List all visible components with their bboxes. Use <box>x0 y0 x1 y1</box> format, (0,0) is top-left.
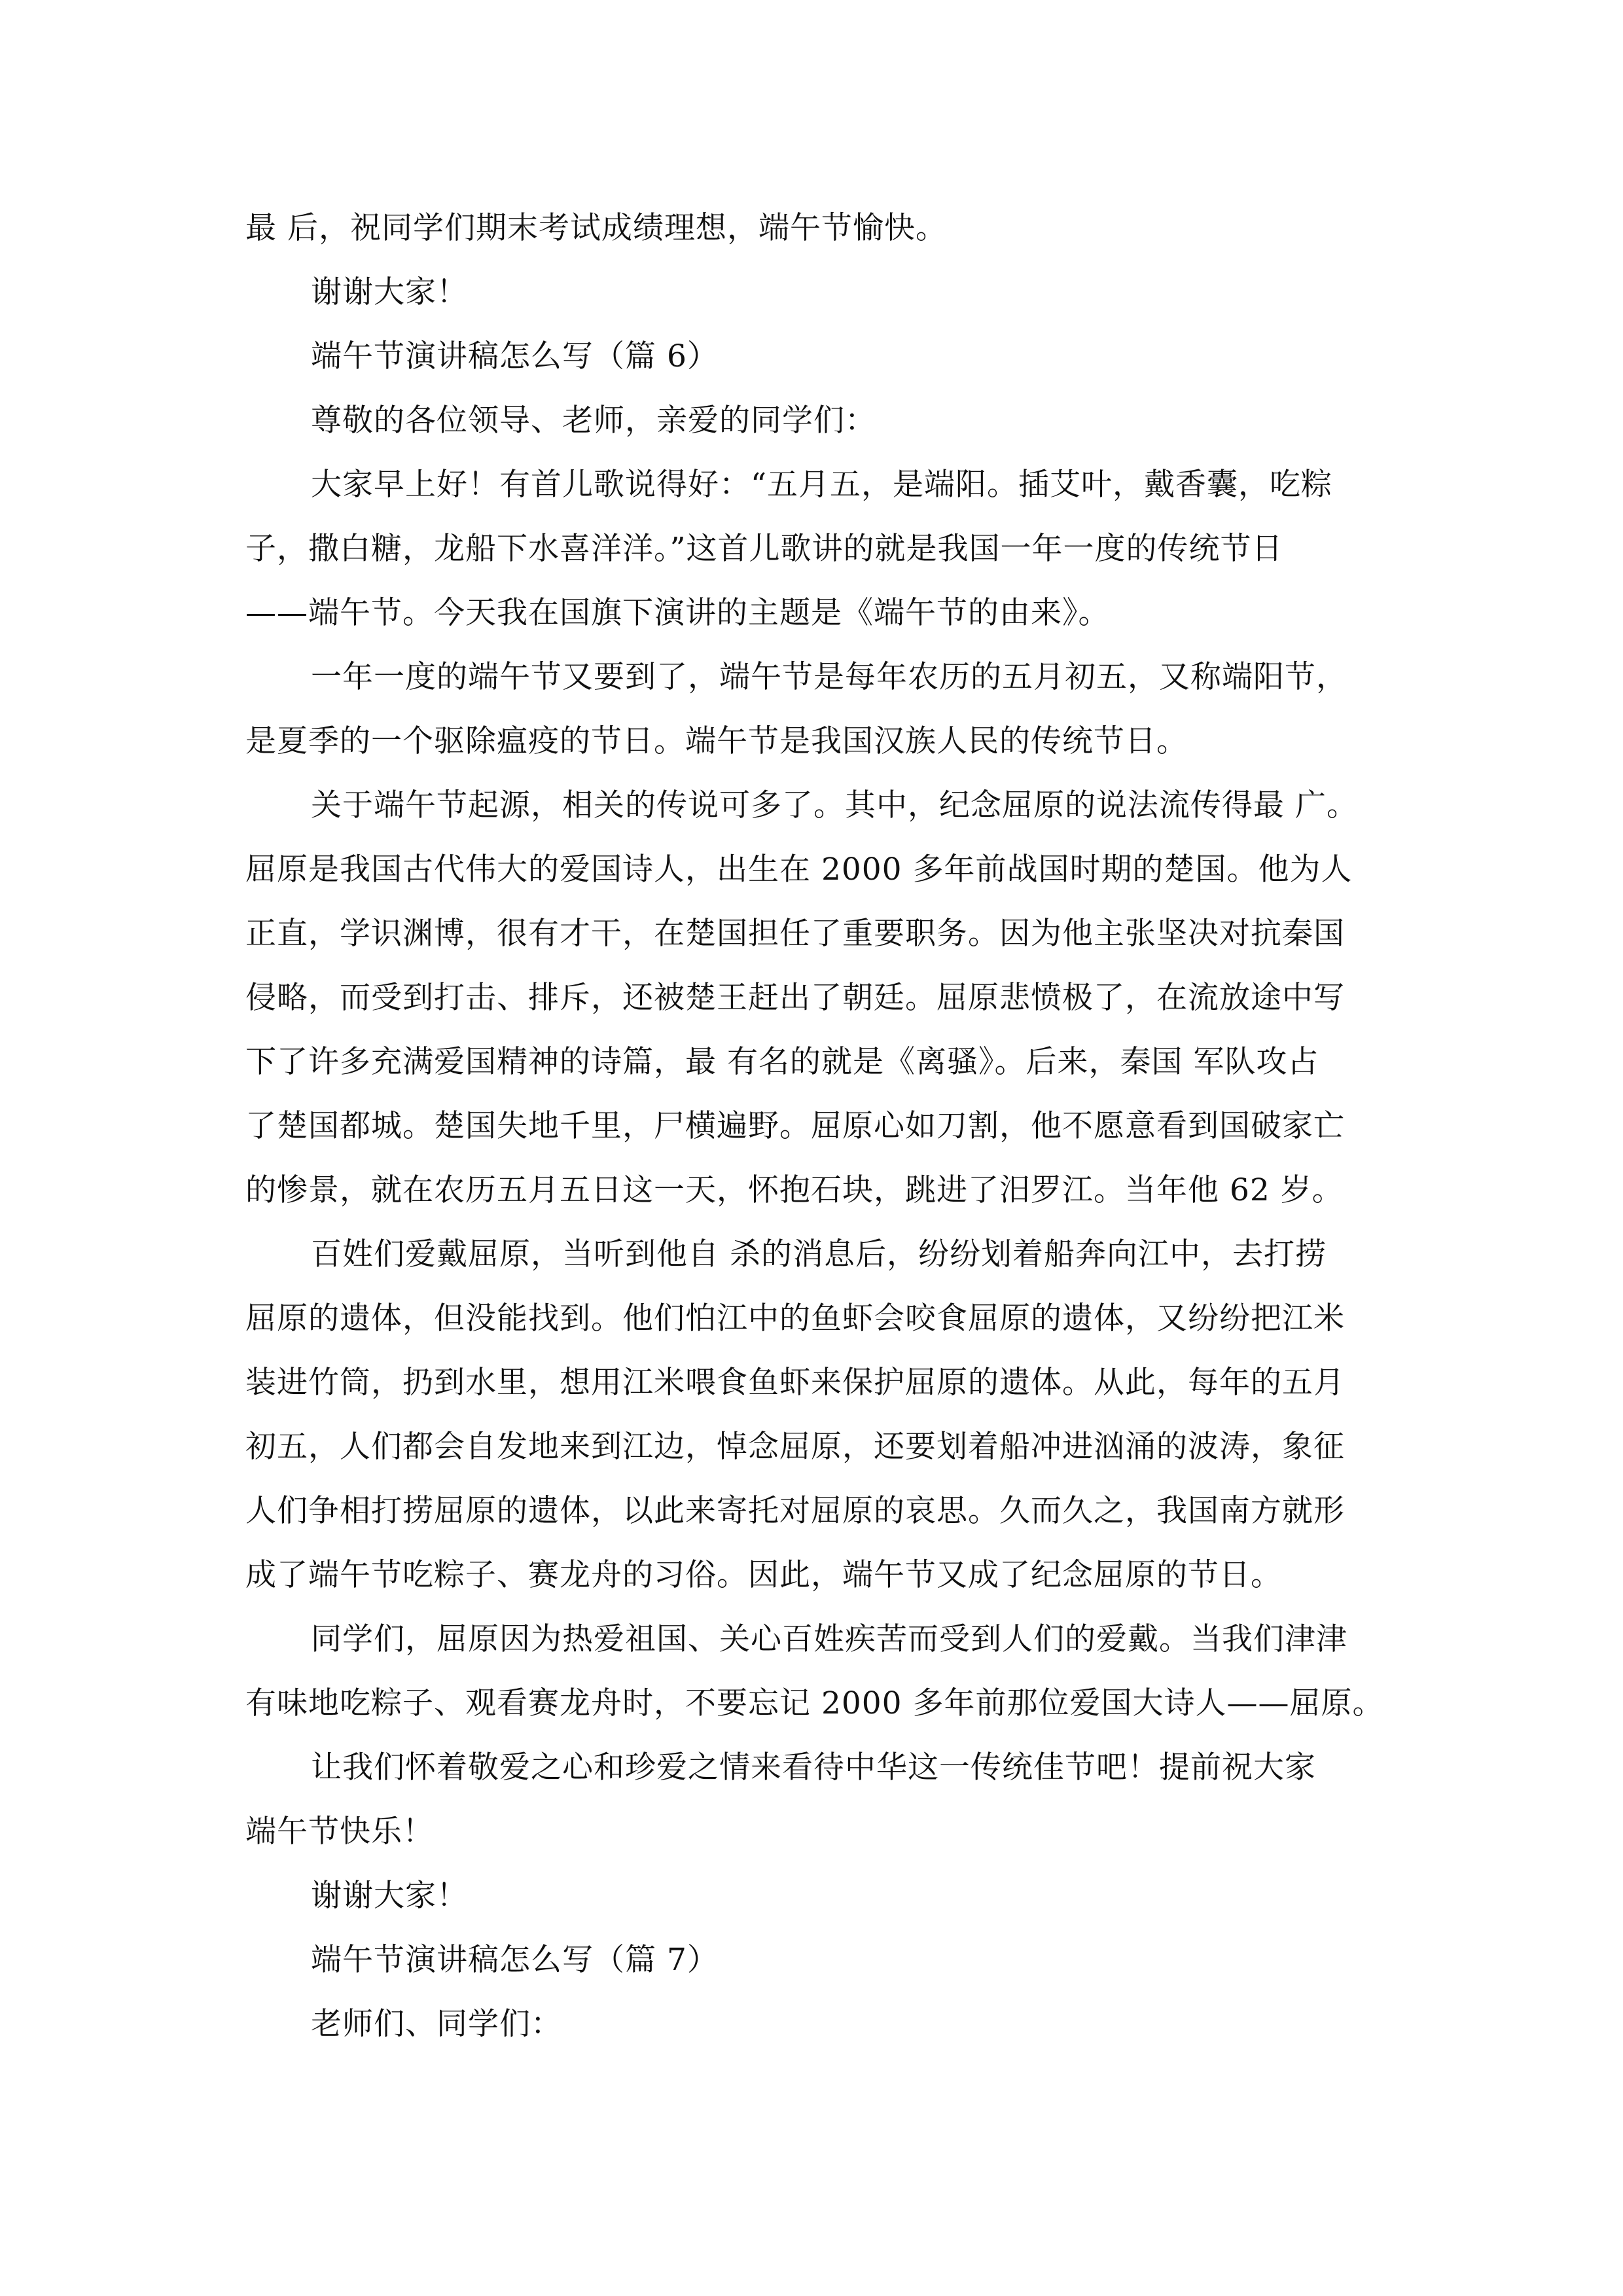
text-line: 同学们，屈原因为热爱祖国、关心百姓疾苦而受到人们的爱戴。当我们津津 <box>311 1621 1347 1657</box>
text-line: 最 后，祝同学们期末考试成绩理想，端午节愉快。 <box>245 210 947 246</box>
salutation-line: 尊敬的各位领导、老师，亲爱的同学们： <box>311 403 876 439</box>
text-line: 了楚国都城。楚国失地千里，尸横遍野。屈原心如刀割，他不愿意看到国破家亡 <box>245 1108 1345 1144</box>
text-line: 屈原的遗体，但没能找到。他们怕江中的鱼虾会咬食屈原的遗体，又纷纷把江米 <box>245 1300 1345 1336</box>
closing-line: 谢谢大家！ <box>311 1878 468 1914</box>
text-line: 百姓们爱戴屈原，当听到他自 杀的消息后，纷纷划着船奔向江中，去打捞 <box>311 1236 1327 1272</box>
text-line: 是夏季的一个驱除瘟疫的节日。端午节是我国汉族人民的传统节日。 <box>245 723 1188 759</box>
document-page <box>245 196 1397 2056</box>
text-line: 正直，学识渊博，很有才干，在楚国担任了重要职务。因为他主张坚决对抗秦国 <box>245 916 1345 952</box>
text-line: 的惨景，就在农历五月五日这一天，怀抱石块，跳进了汨罗江。当年他 62 岁。 <box>245 1172 1344 1208</box>
section-heading: 端午节演讲稿怎么写（篇 7） <box>311 1942 719 1978</box>
text-line: 人们争相打捞屈原的遗体，以此来寄托对屈原的哀思。久而久之，我国南方就形 <box>245 1493 1345 1529</box>
salutation-line: 老师们、同学们： <box>311 2006 562 2042</box>
text-line: 大家早上好！有首儿歌说得好：“五月五，是端阳。插艾叶，戴香囊，吃粽 <box>311 467 1333 503</box>
text-line: 下了许多充满爱国精神的诗篇，最 有名的就是《离骚》。后来，秦国 军队攻占 <box>245 1044 1319 1080</box>
text-line: 屈原是我国古代伟大的爱国诗人，出生在 2000 多年前战国时期的楚国。他为人 <box>245 852 1353 888</box>
text-line: 一年一度的端午节又要到了，端午节是每年农历的五月初五，又称端阳节， <box>311 659 1347 695</box>
text-line: 侵略，而受到打击、排斥，还被楚王赶出了朝廷。屈原悲愤极了，在流放途中写 <box>245 980 1345 1016</box>
text-line: 装进竹筒，扔到水里，想用江米喂食鱼虾来保护屈原的遗体。从此，每年的五月 <box>245 1365 1345 1401</box>
section-heading: 端午节演讲稿怎么写（篇 6） <box>311 338 719 374</box>
text-line: 端午节快乐！ <box>245 1814 434 1850</box>
text-line: ——端午节。今天我在国旗下演讲的主题是《端午节的由来》。 <box>245 595 1110 631</box>
text-line: 初五，人们都会自发地来到江边，悼念屈原，还要划着船冲进汹涌的波涛，象征 <box>245 1429 1345 1465</box>
text-line: 让我们怀着敬爱之心和珍爱之情来看待中华这一传统佳节吧！提前祝大家 <box>311 1749 1316 1785</box>
text-line: 子，撒白糖，龙船下水喜洋洋。”这首儿歌讲的就是我国一年一度的传统节日 <box>245 531 1283 567</box>
text-line: 成了端午节吃粽子、赛龙舟的习俗。因此，端午节又成了纪念屈原的节日。 <box>245 1557 1282 1593</box>
text-line: 关于端午节起源，相关的传说可多了。其中，纪念屈原的说法流传得最 广。 <box>311 787 1358 823</box>
text-line: 有味地吃粽子、观看赛龙舟时，不要忘记 2000 多年前那位爱国大诗人——屈原。 <box>245 1685 1384 1721</box>
closing-line: 谢谢大家！ <box>311 274 468 310</box>
